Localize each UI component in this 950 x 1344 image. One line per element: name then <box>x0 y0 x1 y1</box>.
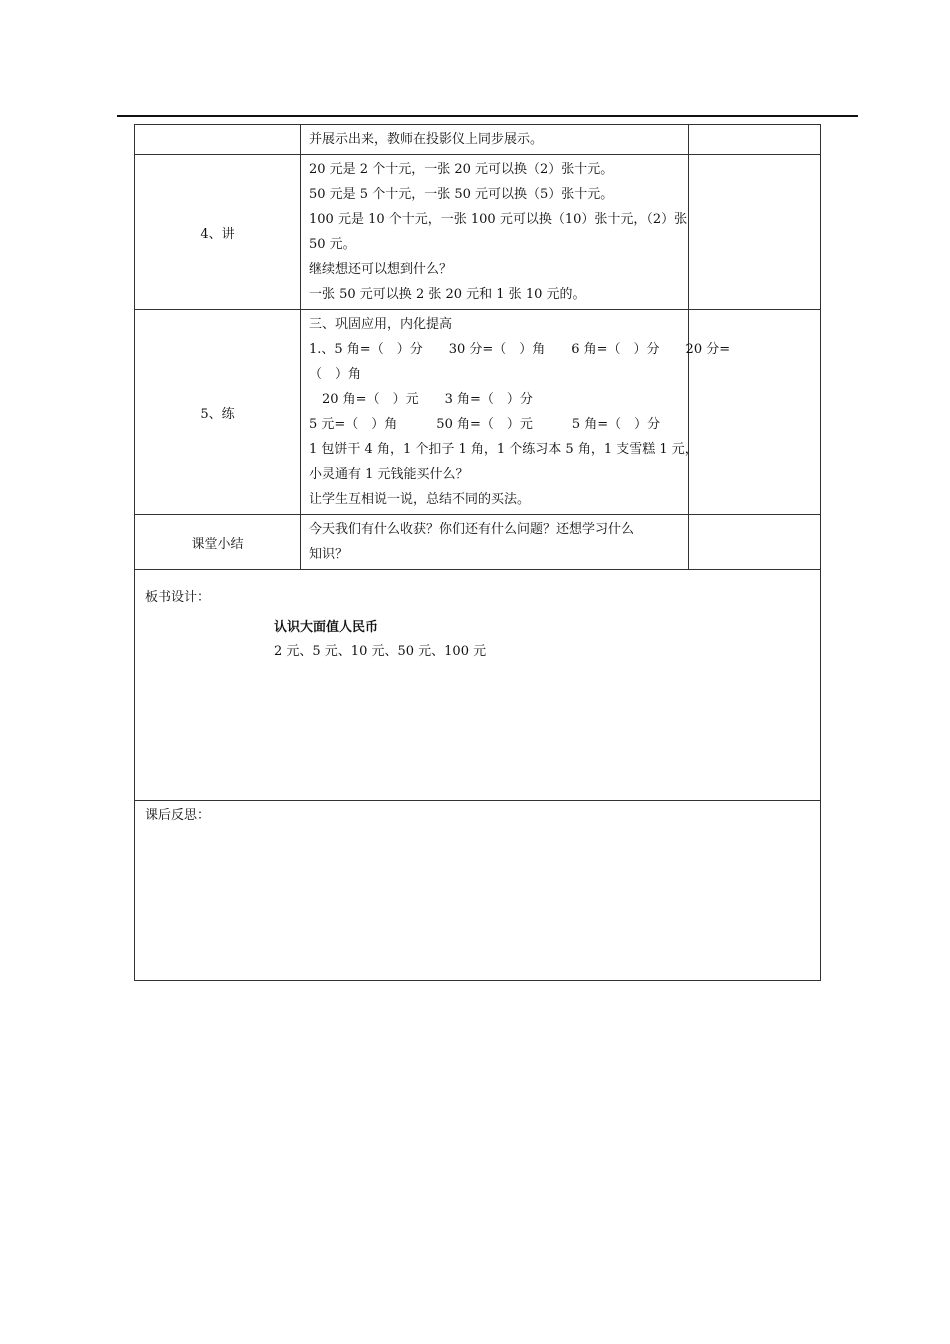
note-cell <box>689 125 821 155</box>
content-line: 50 元。 <box>309 237 356 252</box>
content-line: 一张 50 元可以换 2 张 20 元和 1 张 10 元的。 <box>309 287 586 302</box>
table-row <box>135 310 821 515</box>
content-line: （ ）角 <box>309 367 362 382</box>
reflection-row <box>135 801 821 981</box>
content-line: 继续想还可以想到什么？ <box>309 262 453 277</box>
stage-cell-empty <box>135 125 301 155</box>
note-cell <box>689 310 821 515</box>
content-line: 并展示出来，教师在投影仪上同步展示。 <box>309 132 544 147</box>
content-cell <box>301 310 731 515</box>
board-row <box>135 570 821 801</box>
content-line: 三、巩固应用，内化提高 <box>309 317 453 332</box>
table-row <box>135 155 821 310</box>
content-line: 100 元是 10 个十元，一张 100 元可以换（10）张十元，（2）张 <box>309 212 688 227</box>
content-line: 让学生互相说一说，总结不同的买法。 <box>309 492 531 507</box>
board-design-label: 板书设计： <box>145 590 211 605</box>
stage-cell: 课堂小结 <box>135 515 301 570</box>
board-title: 认识大面值人民币 <box>274 620 379 635</box>
board-line: 2 元、5 元、10 元、50 元、100 元 <box>274 644 487 659</box>
stage-cell: 5、练 <box>135 310 301 515</box>
note-cell <box>689 155 821 310</box>
content-cell <box>301 155 689 310</box>
content-line: 1.、5 角=（ ）分 30 分=（ ）角 6 角=（ ）分 20 分= <box>309 342 731 357</box>
content-line: 50 元是 5 个十元，一张 50 元可以换（5）张十元。 <box>309 187 614 202</box>
content-line: 20 角=（ ）元 3 角=（ ）分 <box>309 392 533 407</box>
note-cell <box>689 515 821 570</box>
content-cell <box>301 125 689 155</box>
content-line: 今天我们有什么收获？你们还有什么问题？还想学习什么 <box>309 522 635 537</box>
content-line: 20 元是 2 个十元，一张 20 元可以换（2）张十元。 <box>309 162 614 177</box>
content-line: 小灵通有 1 元钱能买什么？ <box>309 467 469 482</box>
reflection-cell <box>135 801 821 981</box>
table-row <box>135 125 821 155</box>
lesson-plan-table <box>134 124 821 981</box>
content-line: 1 包饼干 4 角，1 个扣子 1 角，1 个练习本 5 角，1 支雪糕 1 元， <box>309 442 698 457</box>
content-cell <box>301 515 689 570</box>
header-rule <box>117 115 858 117</box>
stage-cell: 4、讲 <box>135 155 301 310</box>
board-design-cell <box>135 570 821 801</box>
reflection-label: 课后反思： <box>145 808 211 823</box>
content-line: 5 元=（ ）角 50 角=（ ）元 5 角=（ ）分 <box>309 417 661 432</box>
table-row <box>135 515 821 570</box>
content-line: 知识？ <box>309 547 349 562</box>
